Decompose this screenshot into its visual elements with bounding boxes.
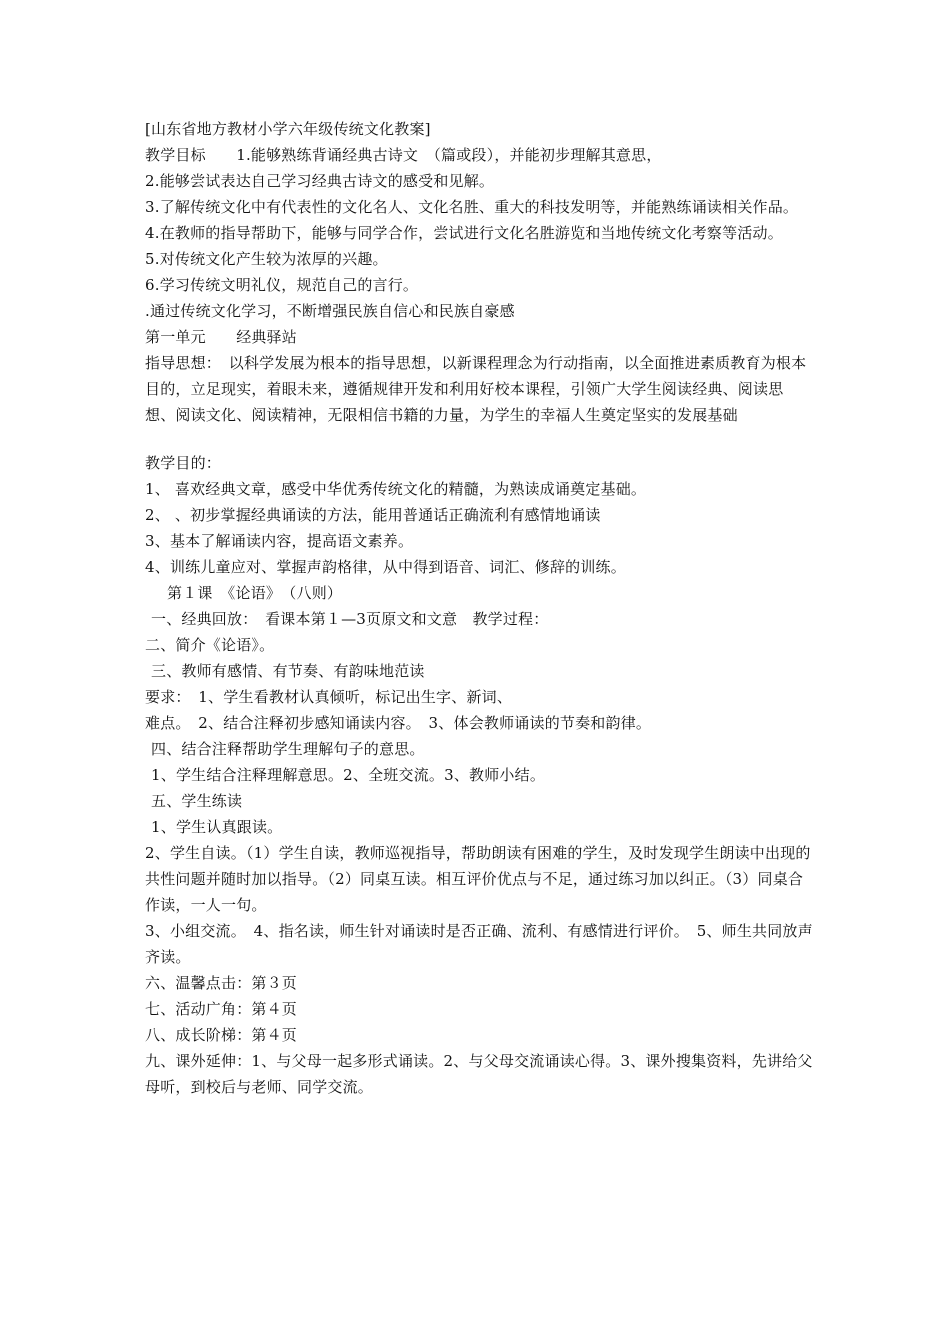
spacer	[145, 428, 813, 450]
process-step: 要求： 1、学生看教材认真倾听，标记出生字、新词、	[145, 688, 513, 706]
process-step: 三、教师有感情、有节奏、有韵味地范读	[151, 662, 425, 680]
purpose-item: 4、训练儿童应对、掌握声韵格律，从中得到语音、词汇、修辞的训练。	[145, 558, 626, 576]
process-step: 五、学生练读	[151, 792, 243, 810]
purposes-list	[145, 476, 813, 580]
process-step: 八、成长阶梯：第４页	[145, 1026, 298, 1044]
guiding-thought: 指导思想： 以科学发展为根本的指导思想，以新课程理念为行动指南，以全面推进素质教育为根本目的，立足现实，着眼未来，遵循规律开发和利用好校本课程，引领广大学生阅读经典、阅读思想、阅读文化、阅读精神，无限相信书籍的力量，为学生的幸福人生奠定坚实的发展基础	[145, 354, 807, 424]
process-step: 四、结合注释帮助学生理解句子的意思。	[151, 740, 425, 758]
purpose-item: 2、 、初步掌握经典诵读的方法，能用普通话正确流利有感情地诵读	[145, 506, 601, 524]
objectives-list	[145, 142, 813, 324]
purpose-heading: 教学目的：	[145, 454, 222, 472]
process-step: 七、活动广角：第４页	[145, 1000, 298, 1018]
process-step: 1、学生认真跟读。	[151, 818, 283, 836]
unit-title: 第一单元 经典驿站	[145, 328, 298, 346]
objective-item: 2.能够尝试表达自己学习经典古诗文的感受和见解。	[145, 172, 495, 190]
purpose-item: 3、基本了解诵读内容，提高语文素养。	[145, 532, 414, 550]
process-step: 1、学生结合注释理解意思。2、全班交流。3、教师小结。	[151, 766, 546, 784]
objective-item: .通过传统文化学习，不断增强民族自信心和民族自豪感	[145, 302, 515, 320]
process-step: 九、课外延伸：1、与父母一起多形式诵读。2、与父母交流诵读心得。3、课外搜集资料，先讲给父母听，到校后与老师、同学交流。	[145, 1052, 813, 1096]
objective-item: 3.了解传统文化中有代表性的文化名人、文化名胜、重大的科技发明等，并能熟练诵读相关作品。	[145, 198, 799, 216]
objective-item: 6.学习传统文明礼仪，规范自己的言行。	[145, 276, 419, 294]
process-step: 一、经典回放： 看课本第１—3页原文和文意 教学过程：	[151, 610, 549, 628]
process-step: 二、简介《论语》。	[145, 636, 275, 654]
process-list	[145, 606, 813, 1100]
purpose-item: 1、 喜欢经典文章，感受中华优秀传统文化的精髓，为熟读成诵奠定基础。	[145, 480, 647, 498]
process-step: 3、小组交流。 4、指名读，师生针对诵读时是否正确、流利、有感情进行评价。 5、师生共同放声齐读。	[145, 922, 813, 966]
document-page	[145, 116, 813, 1100]
objective-item: 4.在教师的指导帮助下，能够与同学合作，尝试进行文化名胜游览和当地传统文化考察等活动。	[145, 224, 783, 242]
process-step: 六、温馨点击：第３页	[145, 974, 298, 992]
process-step: 难点。 2、结合注释初步感知诵读内容。 3、体会教师诵读的节奏和韵律。	[145, 714, 652, 732]
process-step: 2、学生自读。（1）学生自读，教师巡视指导，帮助朗读有困难的学生，及时发现学生朗读中出现的共性问题并随时加以指导。（2）同桌互读。相互评价优点与不足，通过练习加以纠正。（3）同桌合作读，一人一句。	[145, 844, 811, 914]
objective-item: 5.对传统文化产生较为浓厚的兴趣。	[145, 250, 388, 268]
lesson-title: 第１课 《论语》 （八则）	[167, 584, 343, 602]
document-header: [山东省地方教材小学六年级传统文化教案]	[145, 120, 431, 138]
objective-item: 教学目标 1.能够熟练背诵经典古诗文 （篇或段），并能初步理解其意思，	[145, 146, 662, 164]
